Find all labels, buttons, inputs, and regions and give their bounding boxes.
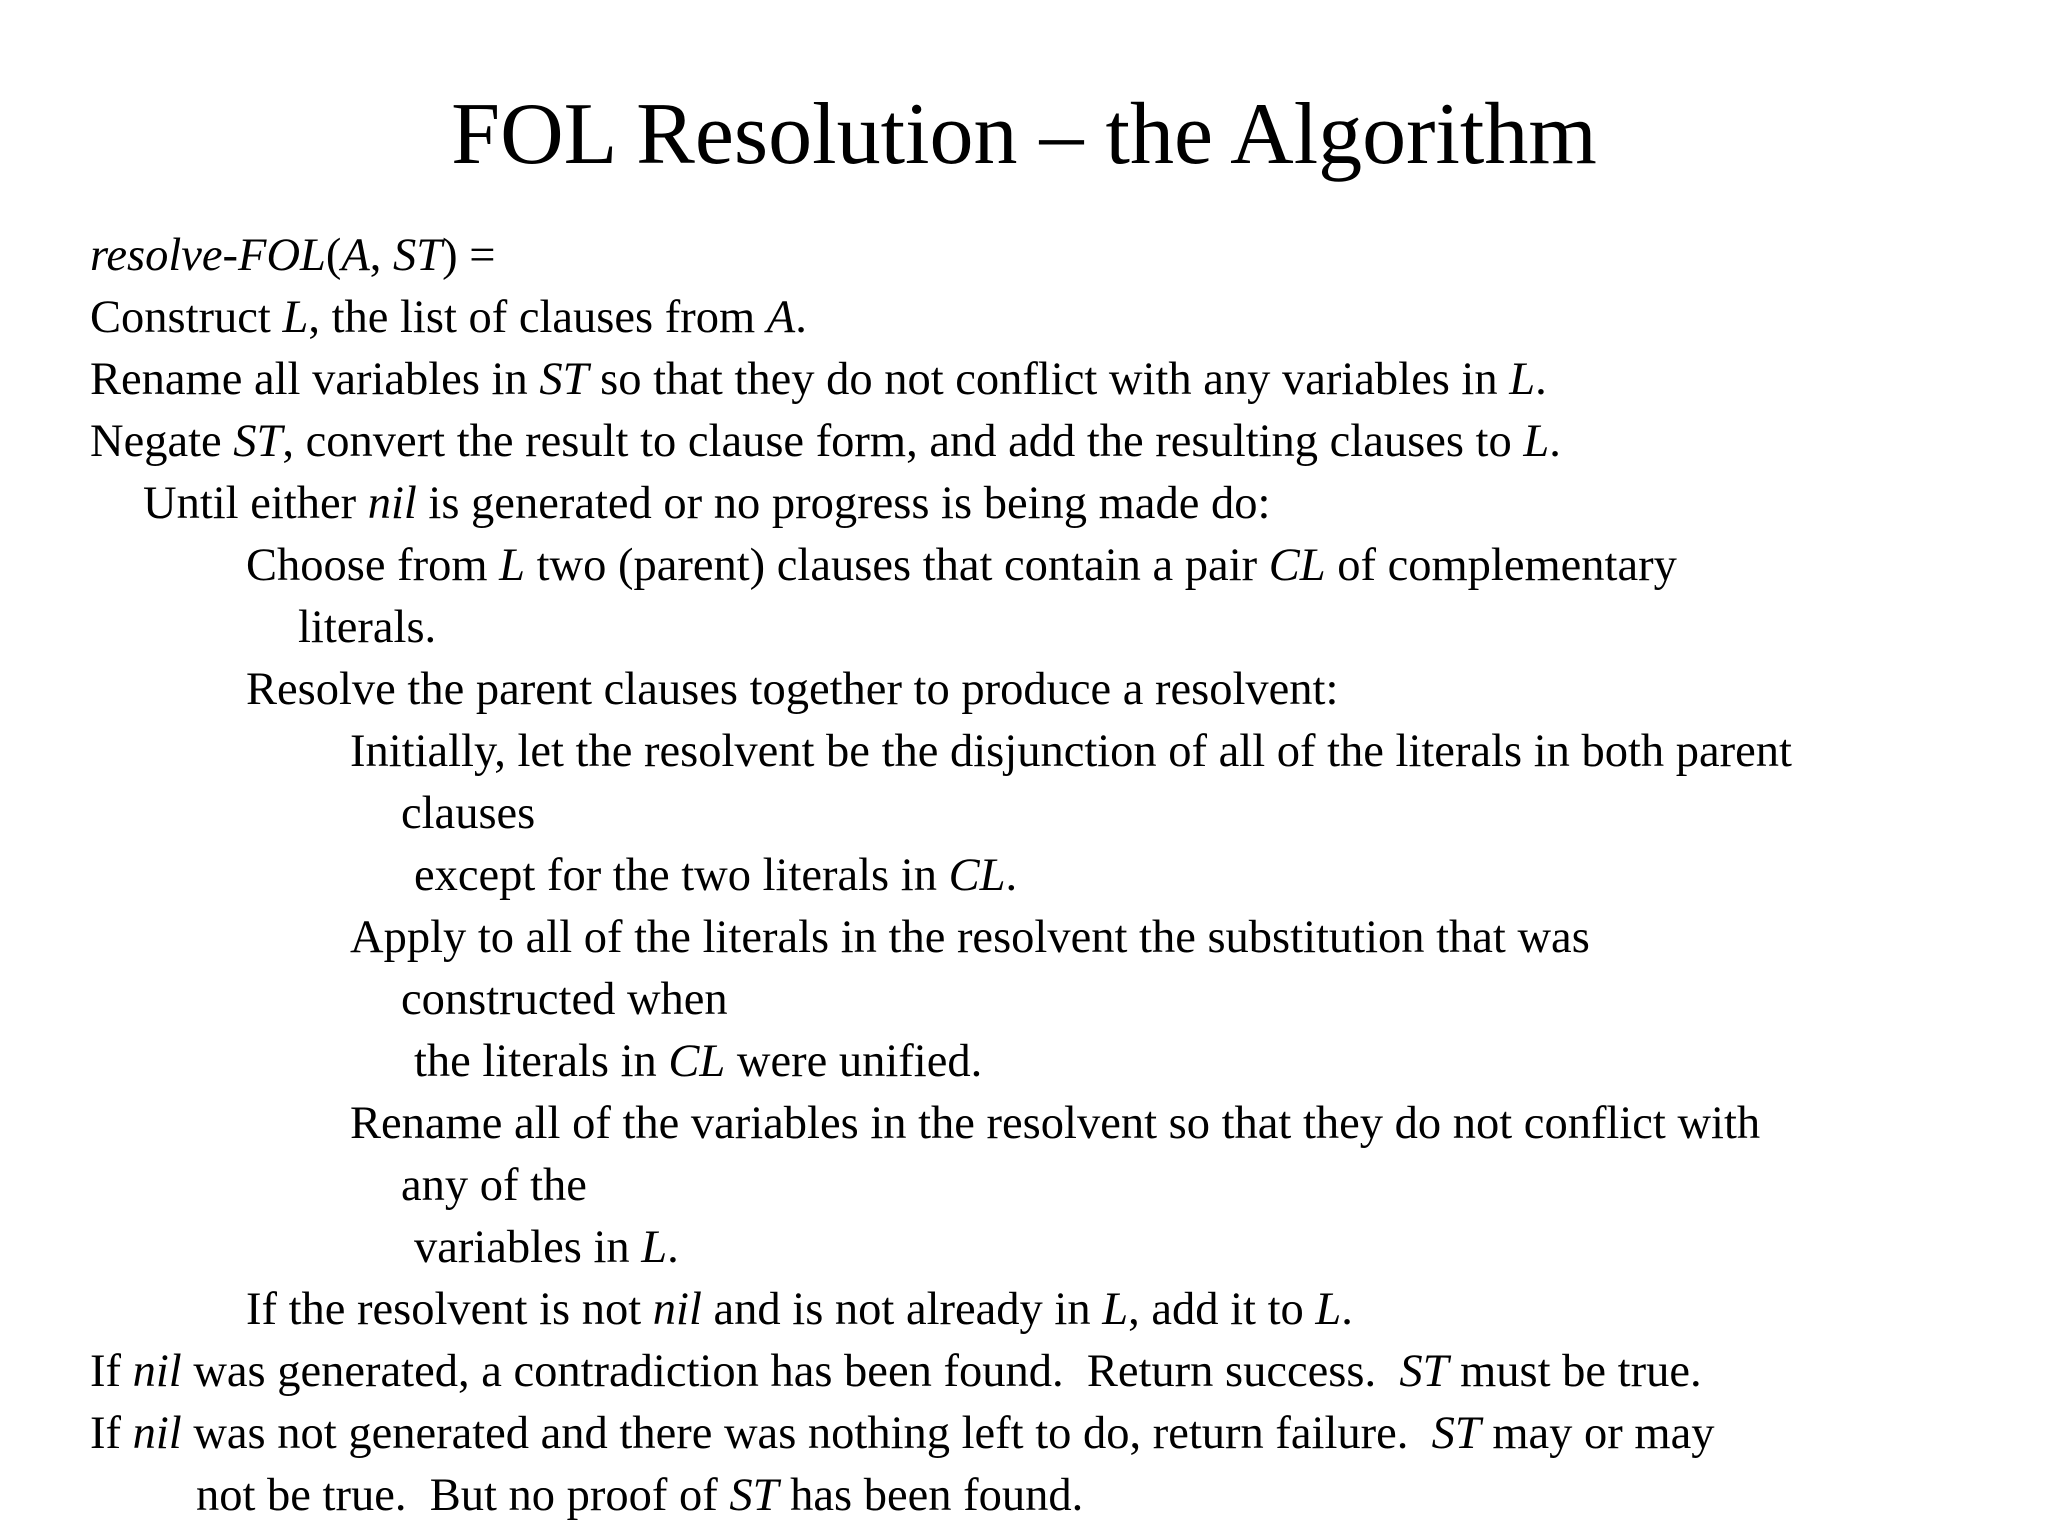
text-run: . — [667, 1222, 679, 1273]
algorithm-line — [246, 659, 1338, 721]
slide-title: FOL Resolution – the Algorithm — [451, 86, 1597, 183]
text-run: is generated or no progress is being made do: — [416, 478, 1271, 529]
italic-term: ST — [393, 230, 443, 281]
italic-term: A — [766, 292, 796, 343]
italic-term: L — [641, 1222, 668, 1273]
algorithm-line — [246, 535, 1677, 597]
algorithm-line — [414, 1031, 982, 1093]
italic-term: nil — [132, 1408, 182, 1459]
text-run: If the resolvent is not — [246, 1284, 653, 1335]
italic-term: L — [499, 540, 526, 591]
text-run: . — [1535, 354, 1547, 405]
text-run: so that they do not conflict with any variables in — [588, 354, 1510, 405]
text-run: may or may — [1480, 1408, 1715, 1459]
algorithm-line — [246, 1279, 1353, 1341]
text-run: constructed when — [401, 974, 728, 1025]
text-run: . — [1341, 1284, 1353, 1335]
text-run: Until either — [143, 478, 368, 529]
text-run: clauses — [401, 788, 536, 839]
italic-term: CL — [948, 850, 1006, 901]
text-run: ( — [325, 230, 342, 281]
algorithm-line — [350, 907, 1590, 969]
text-run: Rename all of the variables in the resolvent so that they do not conflict with — [350, 1098, 1761, 1149]
text-run: , add it to — [1128, 1284, 1316, 1335]
algorithm-line — [401, 969, 728, 1031]
algorithm-line — [298, 597, 436, 659]
text-run: and is not already in — [701, 1284, 1103, 1335]
text-run: . — [795, 292, 807, 343]
italic-term: L — [282, 292, 309, 343]
text-run: any of the — [401, 1160, 587, 1211]
text-run: literals. — [298, 602, 437, 653]
text-run: was not generated and there was nothing left to do, return failure. — [181, 1408, 1432, 1459]
text-run: were unified. — [725, 1036, 983, 1087]
text-run: of complementary — [1325, 540, 1677, 591]
algorithm-line — [90, 349, 1547, 411]
algorithm-line — [414, 1217, 679, 1279]
italic-term: L — [1509, 354, 1536, 405]
text-run: Construct — [90, 292, 283, 343]
italic-term: ST — [1431, 1408, 1481, 1459]
text-run: has been found. — [778, 1470, 1084, 1521]
algorithm-line — [401, 783, 535, 845]
italic-term: resolve-FOL — [90, 230, 326, 281]
text-run: Resolve the parent clauses together to produce a resolvent: — [246, 664, 1339, 715]
text-run: not be true. But no proof of — [196, 1470, 730, 1521]
italic-term: ST — [539, 354, 589, 405]
italic-term: nil — [132, 1346, 182, 1397]
italic-term: A — [341, 230, 370, 281]
text-run: was generated, a contradiction has been found. Return success. — [181, 1346, 1400, 1397]
italic-term: L — [1102, 1284, 1129, 1335]
text-run: Choose from — [246, 540, 500, 591]
text-run: ) = — [442, 230, 496, 281]
algorithm-line — [414, 845, 1017, 907]
text-run: the literals in — [414, 1036, 669, 1087]
text-run: two (parent) clauses that contain a pair — [525, 540, 1269, 591]
text-run: Initially, let the resolvent be the disjunction of all of the literals in both parent — [350, 726, 1792, 777]
text-run: , convert the result to clause form, and add the resulting clauses to — [282, 416, 1524, 467]
algorithm-line — [143, 473, 1270, 535]
text-run: except for the two literals in — [414, 850, 949, 901]
text-run: Rename all variables in — [90, 354, 540, 405]
italic-term: ST — [1399, 1346, 1449, 1397]
algorithm-line — [90, 287, 807, 349]
algorithm-line — [350, 721, 1792, 783]
text-run: variables in — [414, 1222, 642, 1273]
italic-term: nil — [652, 1284, 702, 1335]
algorithm-line — [90, 225, 496, 287]
text-run: Negate — [90, 416, 234, 467]
text-run: . — [1005, 850, 1018, 901]
italic-term: nil — [367, 478, 417, 529]
text-run: Apply to all of the literals in the resolvent the substitution that was — [350, 912, 1590, 963]
text-run: , the list of clauses from — [308, 292, 767, 343]
algorithm-line — [196, 1465, 1083, 1527]
text-run: If — [90, 1408, 133, 1459]
text-run: must be true. — [1448, 1346, 1702, 1397]
algorithm-line — [90, 1403, 1714, 1465]
text-run: , — [369, 230, 394, 281]
text-run: . — [1549, 416, 1561, 467]
algorithm-line — [401, 1155, 587, 1217]
italic-term: ST — [729, 1470, 779, 1521]
italic-term: L — [1315, 1284, 1342, 1335]
italic-term: CL — [1268, 540, 1326, 591]
italic-term: L — [1523, 416, 1550, 467]
italic-term: CL — [668, 1036, 726, 1087]
italic-term: ST — [233, 416, 283, 467]
algorithm-line — [90, 411, 1561, 473]
algorithm-line — [350, 1093, 1760, 1155]
text-run: If — [90, 1346, 133, 1397]
algorithm-line — [90, 1341, 1702, 1403]
